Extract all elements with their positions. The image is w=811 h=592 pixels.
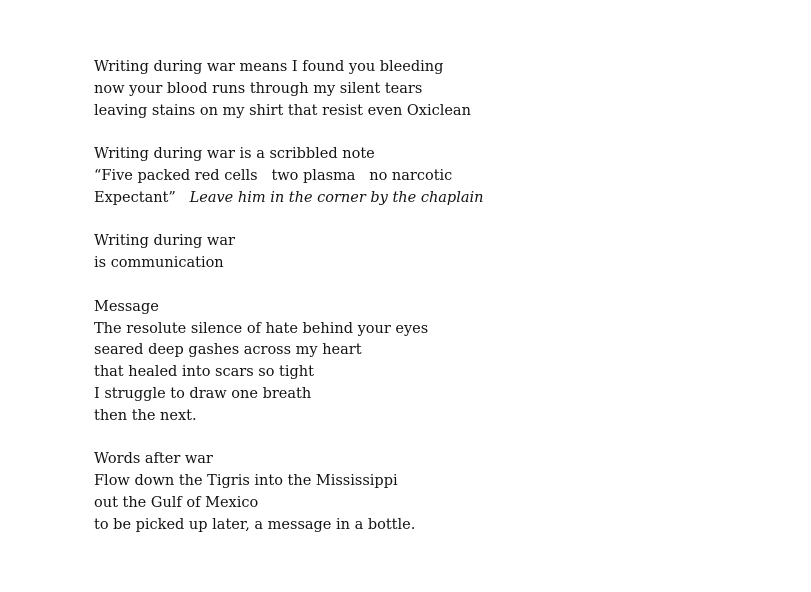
poem-line-regular-part: Expectant” xyxy=(94,189,190,206)
stanza-break xyxy=(94,428,784,450)
poem-line-mixed xyxy=(94,188,784,210)
poem-line: I struggle to draw one breath xyxy=(94,385,312,402)
poem-line: Flow down the Tigris into the Mississippi xyxy=(94,473,398,490)
poem-line: leaving stains on my shirt that resist even Oxiclean xyxy=(94,102,471,119)
stanza-break xyxy=(94,275,784,297)
stanza-break xyxy=(94,122,784,144)
poem-line: to be picked up later, a message in a bottle. xyxy=(94,516,416,533)
poem-line-italic-part: Leave him in the corner by the chaplain xyxy=(189,189,484,206)
poem-line: then the next. xyxy=(94,407,197,424)
poem-line: Writing during war is a scribbled note xyxy=(94,146,375,163)
poem-line: out the Gulf of Mexico xyxy=(94,494,259,511)
stanza-5 xyxy=(94,449,784,536)
poem-line: The resolute silence of hate behind your eyes xyxy=(94,320,429,337)
poem-line: Writing during war xyxy=(94,233,235,250)
poem-line: Words after war xyxy=(94,451,213,468)
stanza-break xyxy=(94,210,784,232)
stanza-2 xyxy=(94,144,784,209)
poem-line: Message xyxy=(94,298,159,315)
poem-line: “Five packed red cells two plasma no narcotic xyxy=(94,167,453,184)
poem-line: now your blood runs through my silent tears xyxy=(94,80,423,97)
poem-line: Writing during war means I found you bleeding xyxy=(94,59,444,75)
poem-body xyxy=(94,57,784,537)
stanza-4 xyxy=(94,297,784,428)
stanza-1 xyxy=(94,57,784,122)
poem-line: seared deep gashes across my heart xyxy=(94,342,362,359)
poem-line: is communication xyxy=(94,255,224,272)
poem-line: that healed into scars so tight xyxy=(94,364,314,381)
stanza-3 xyxy=(94,231,784,275)
